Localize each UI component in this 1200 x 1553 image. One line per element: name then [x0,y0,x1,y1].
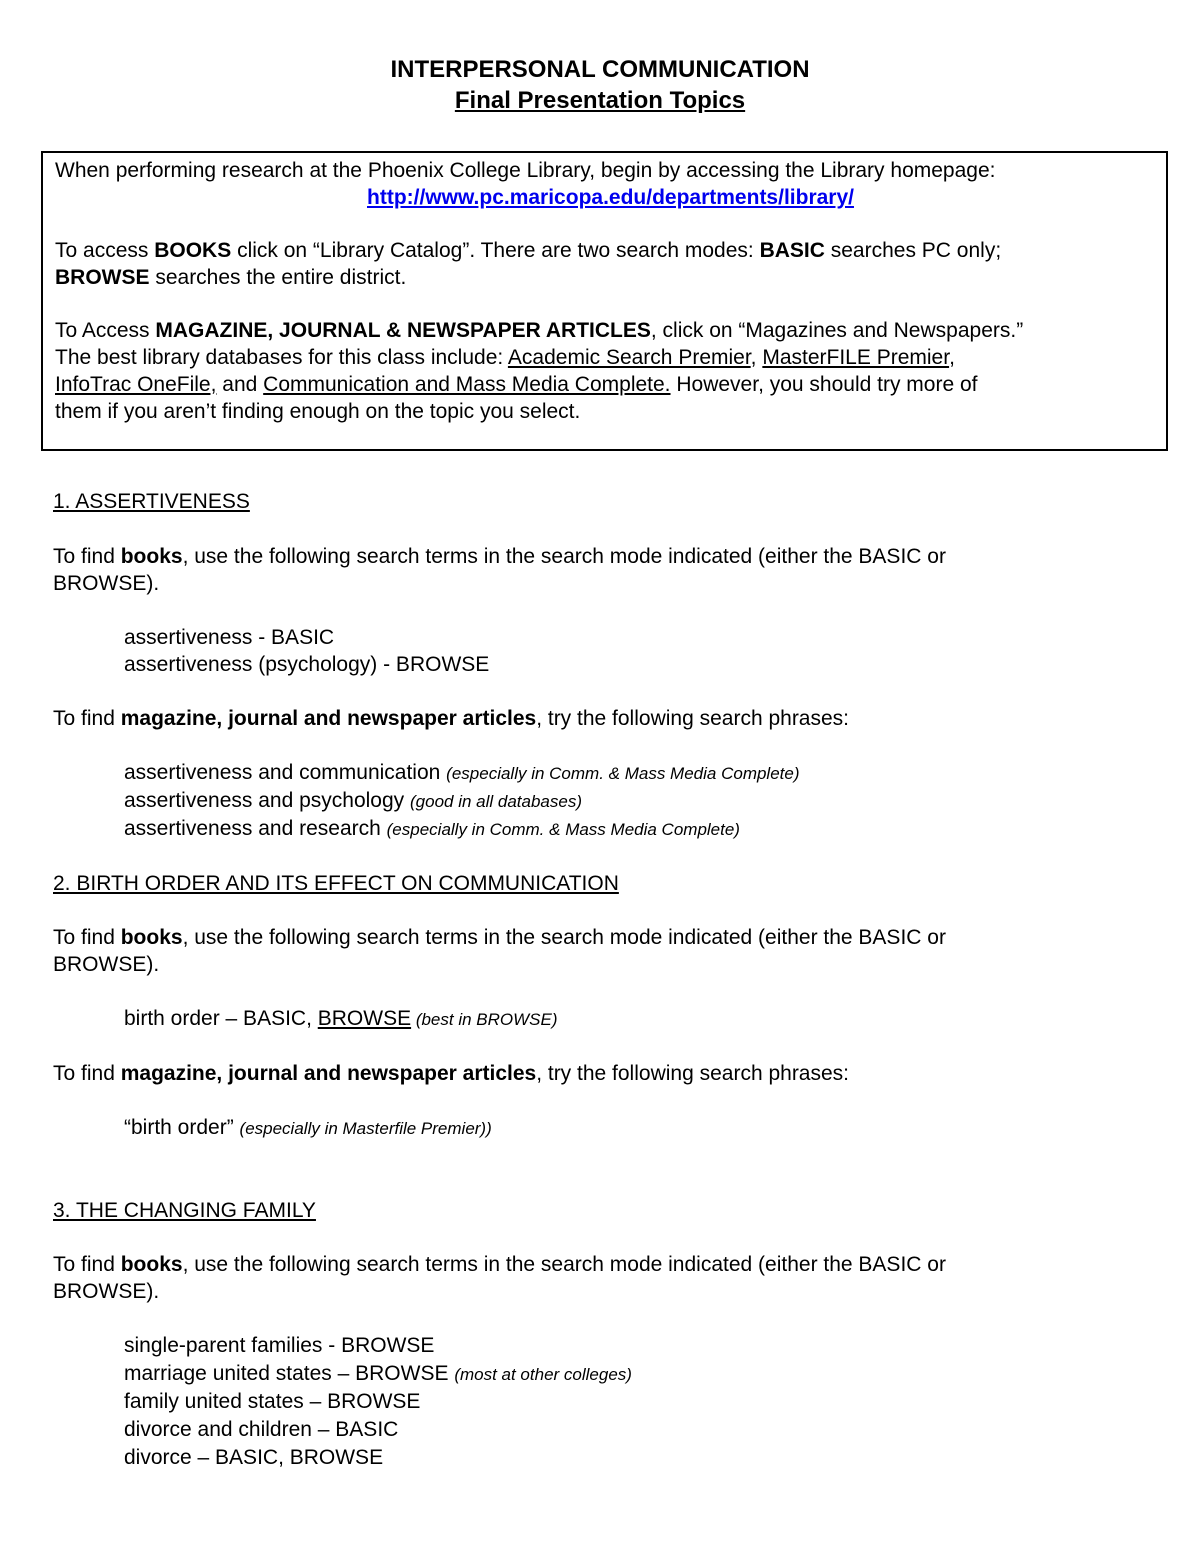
list-item: divorce and children – BASIC [124,1418,399,1441]
topic-heading-assertiveness: 1. ASSERTIVENESS [53,490,250,513]
topic-heading-changing-family: 3. THE CHANGING FAMILY [53,1199,316,1222]
list-item: assertiveness and communication (especially in Comm. & Mass Media Complete) [124,761,800,784]
list-item: assertiveness and research (especially in Comm. & Mass Media Complete) [124,817,740,840]
list-item: assertiveness and psychology (good in all databases) [124,789,583,812]
document-title: INTERPERSONAL COMMUNICATION [390,56,810,83]
database-masterfile-premier: MasterFILE Premier [762,346,950,369]
database-infotrac-onefile: InfoTrac OneFile, [55,373,217,396]
list-item: birth order – BASIC, BROWSE (best in BROWSE) [124,1007,558,1030]
topic-heading-birth-order: 2. BIRTH ORDER AND ITS EFFECT ON COMMUNICATION [53,872,619,895]
database-academic-search-premier: Academic Search Premier [507,346,751,369]
list-item: single-parent families - BROWSE [124,1334,435,1357]
document-subtitle: Final Presentation Topics [454,87,746,114]
books-search-instructions: To find books, use the following search terms in the search mode indicated (either the BASIC or BROWSE). [53,545,946,595]
library-homepage-link[interactable]: http://www.pc.maricopa.edu/departments/library/ [367,186,854,209]
list-item: family united states – BROWSE [124,1390,421,1413]
list-item: assertiveness (psychology) - BROWSE [124,653,490,676]
intro-text: When performing research at the Phoenix College Library, begin by accessing the Library homepage: [55,159,996,182]
list-item: marriage united states – BROWSE (most at other colleges) [124,1362,632,1385]
library-instructions-box [41,151,1168,451]
books-search-instructions: To find books, use the following search terms in the search mode indicated (either the BASIC or BROWSE). [53,926,946,976]
articles-search-instructions: To find magazine, journal and newspaper articles, try the following search phrases: [53,1062,850,1085]
articles-instructions: To Access MAGAZINE, JOURNAL & NEWSPAPER ARTICLES, click on “Magazines and Newspapers.” The best library databases for this class include: Academic Search Premier, MasterFILE Premier, InfoTrac OneFile, and Communication and Mass Media Complete. However, you should try more of them if you aren’t finding enough on the topic you select. [55,319,1024,423]
articles-search-instructions: To find magazine, journal and newspaper articles, try the following search phrases: [53,707,850,730]
list-item: “birth order” (especially in Masterfile Premier)) [124,1116,492,1139]
books-search-instructions: To find books, use the following search terms in the search mode indicated (either the BASIC or BROWSE). [53,1253,946,1303]
database-communication-mass-media: Communication and Mass Media Complete. [263,373,671,396]
list-item: divorce – BASIC, BROWSE [124,1446,384,1469]
topics-content [53,488,1153,1472]
list-item: assertiveness - BASIC [124,626,335,649]
books-instructions: To access BOOKS click on “Library Catalog”. There are two search modes: BASIC searches PC only; BROWSE searches the entire district. [55,239,1002,289]
title-block [0,54,1200,116]
